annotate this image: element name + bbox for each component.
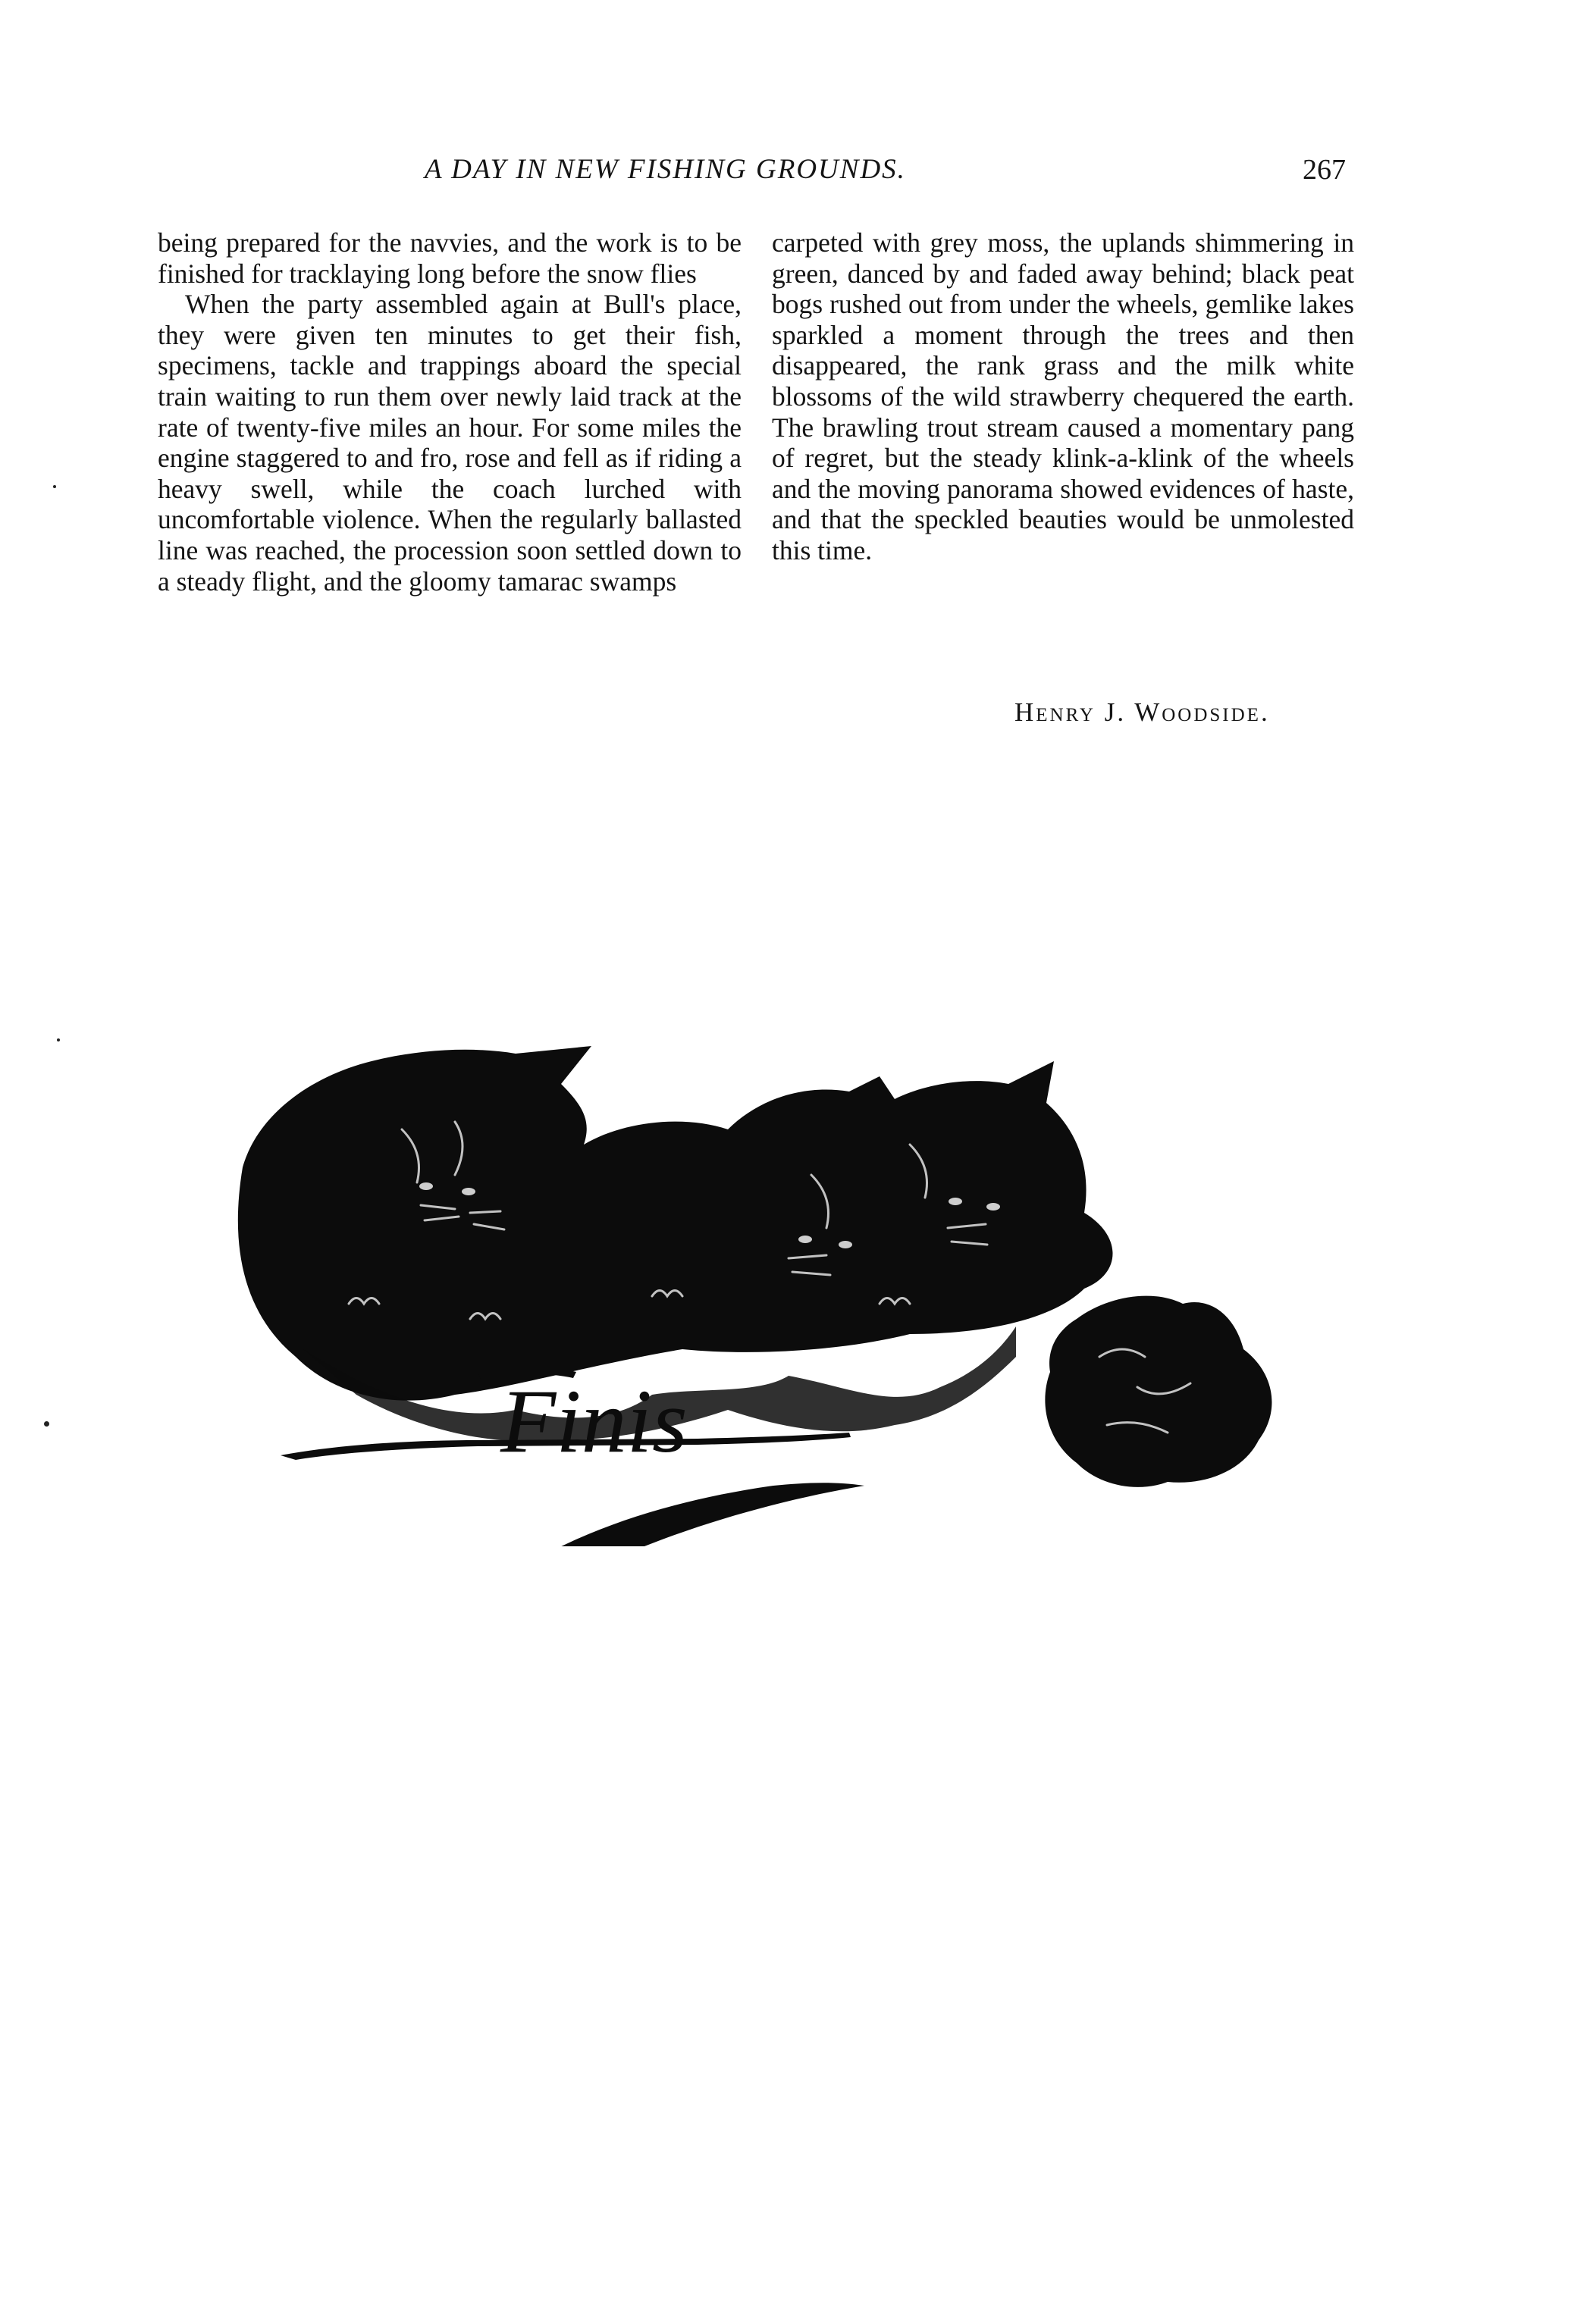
print-speck [53,485,56,488]
print-speck [44,1421,49,1427]
left-paragraph-1: being prepared for the navvies, and the work is to be finished for tracklaying long before the snow flies [158,227,742,289]
running-header-title: A DAY IN NEW FISHING GROUNDS. [425,154,906,185]
kittens-finis-illustration [227,1031,1365,1546]
left-paragraph-2: When the party assembled again at Bull's place, they were given ten minutes to get their fish, specimens, tackle and trappings aboard the special train waiting to run them over newly laid track at the rate of twenty-five miles an hour. For some miles the engine staggered to and fro, rose and fell as if riding a heavy swell, while the coach lurched with uncomfortable violence. When the regularly ballasted line was reached, the procession soon settled down to a steady flight, and the gloomy tamarac swamps [158,289,742,597]
print-speck [57,1038,60,1041]
right-paragraph-1: carpeted with grey moss, the uplands shimmering in green, danced by and faded away behind; black peat bogs rushed out from under the wheels, gemlike lakes sparkled a moment through the trees and then disappeared, the rank grass and the milk white blossoms of the wild strawberry chequered the earth. The brawling trout stream caused a momentary pang of regret, but the steady klink-a-klink of the wheels and the moving panorama showed evidences of haste, and that the speckled beauties would be unmolested this time. [772,227,1354,565]
kittens-illustration-svg [227,1031,1365,1546]
author-signature: Henry J. Woodside. [1014,697,1270,727]
finis-caption: Finis [500,1370,688,1471]
right-column [772,227,1354,566]
kittens-silhouette [238,1046,1272,1487]
left-column [158,227,742,597]
page-number: 267 [1303,154,1346,186]
